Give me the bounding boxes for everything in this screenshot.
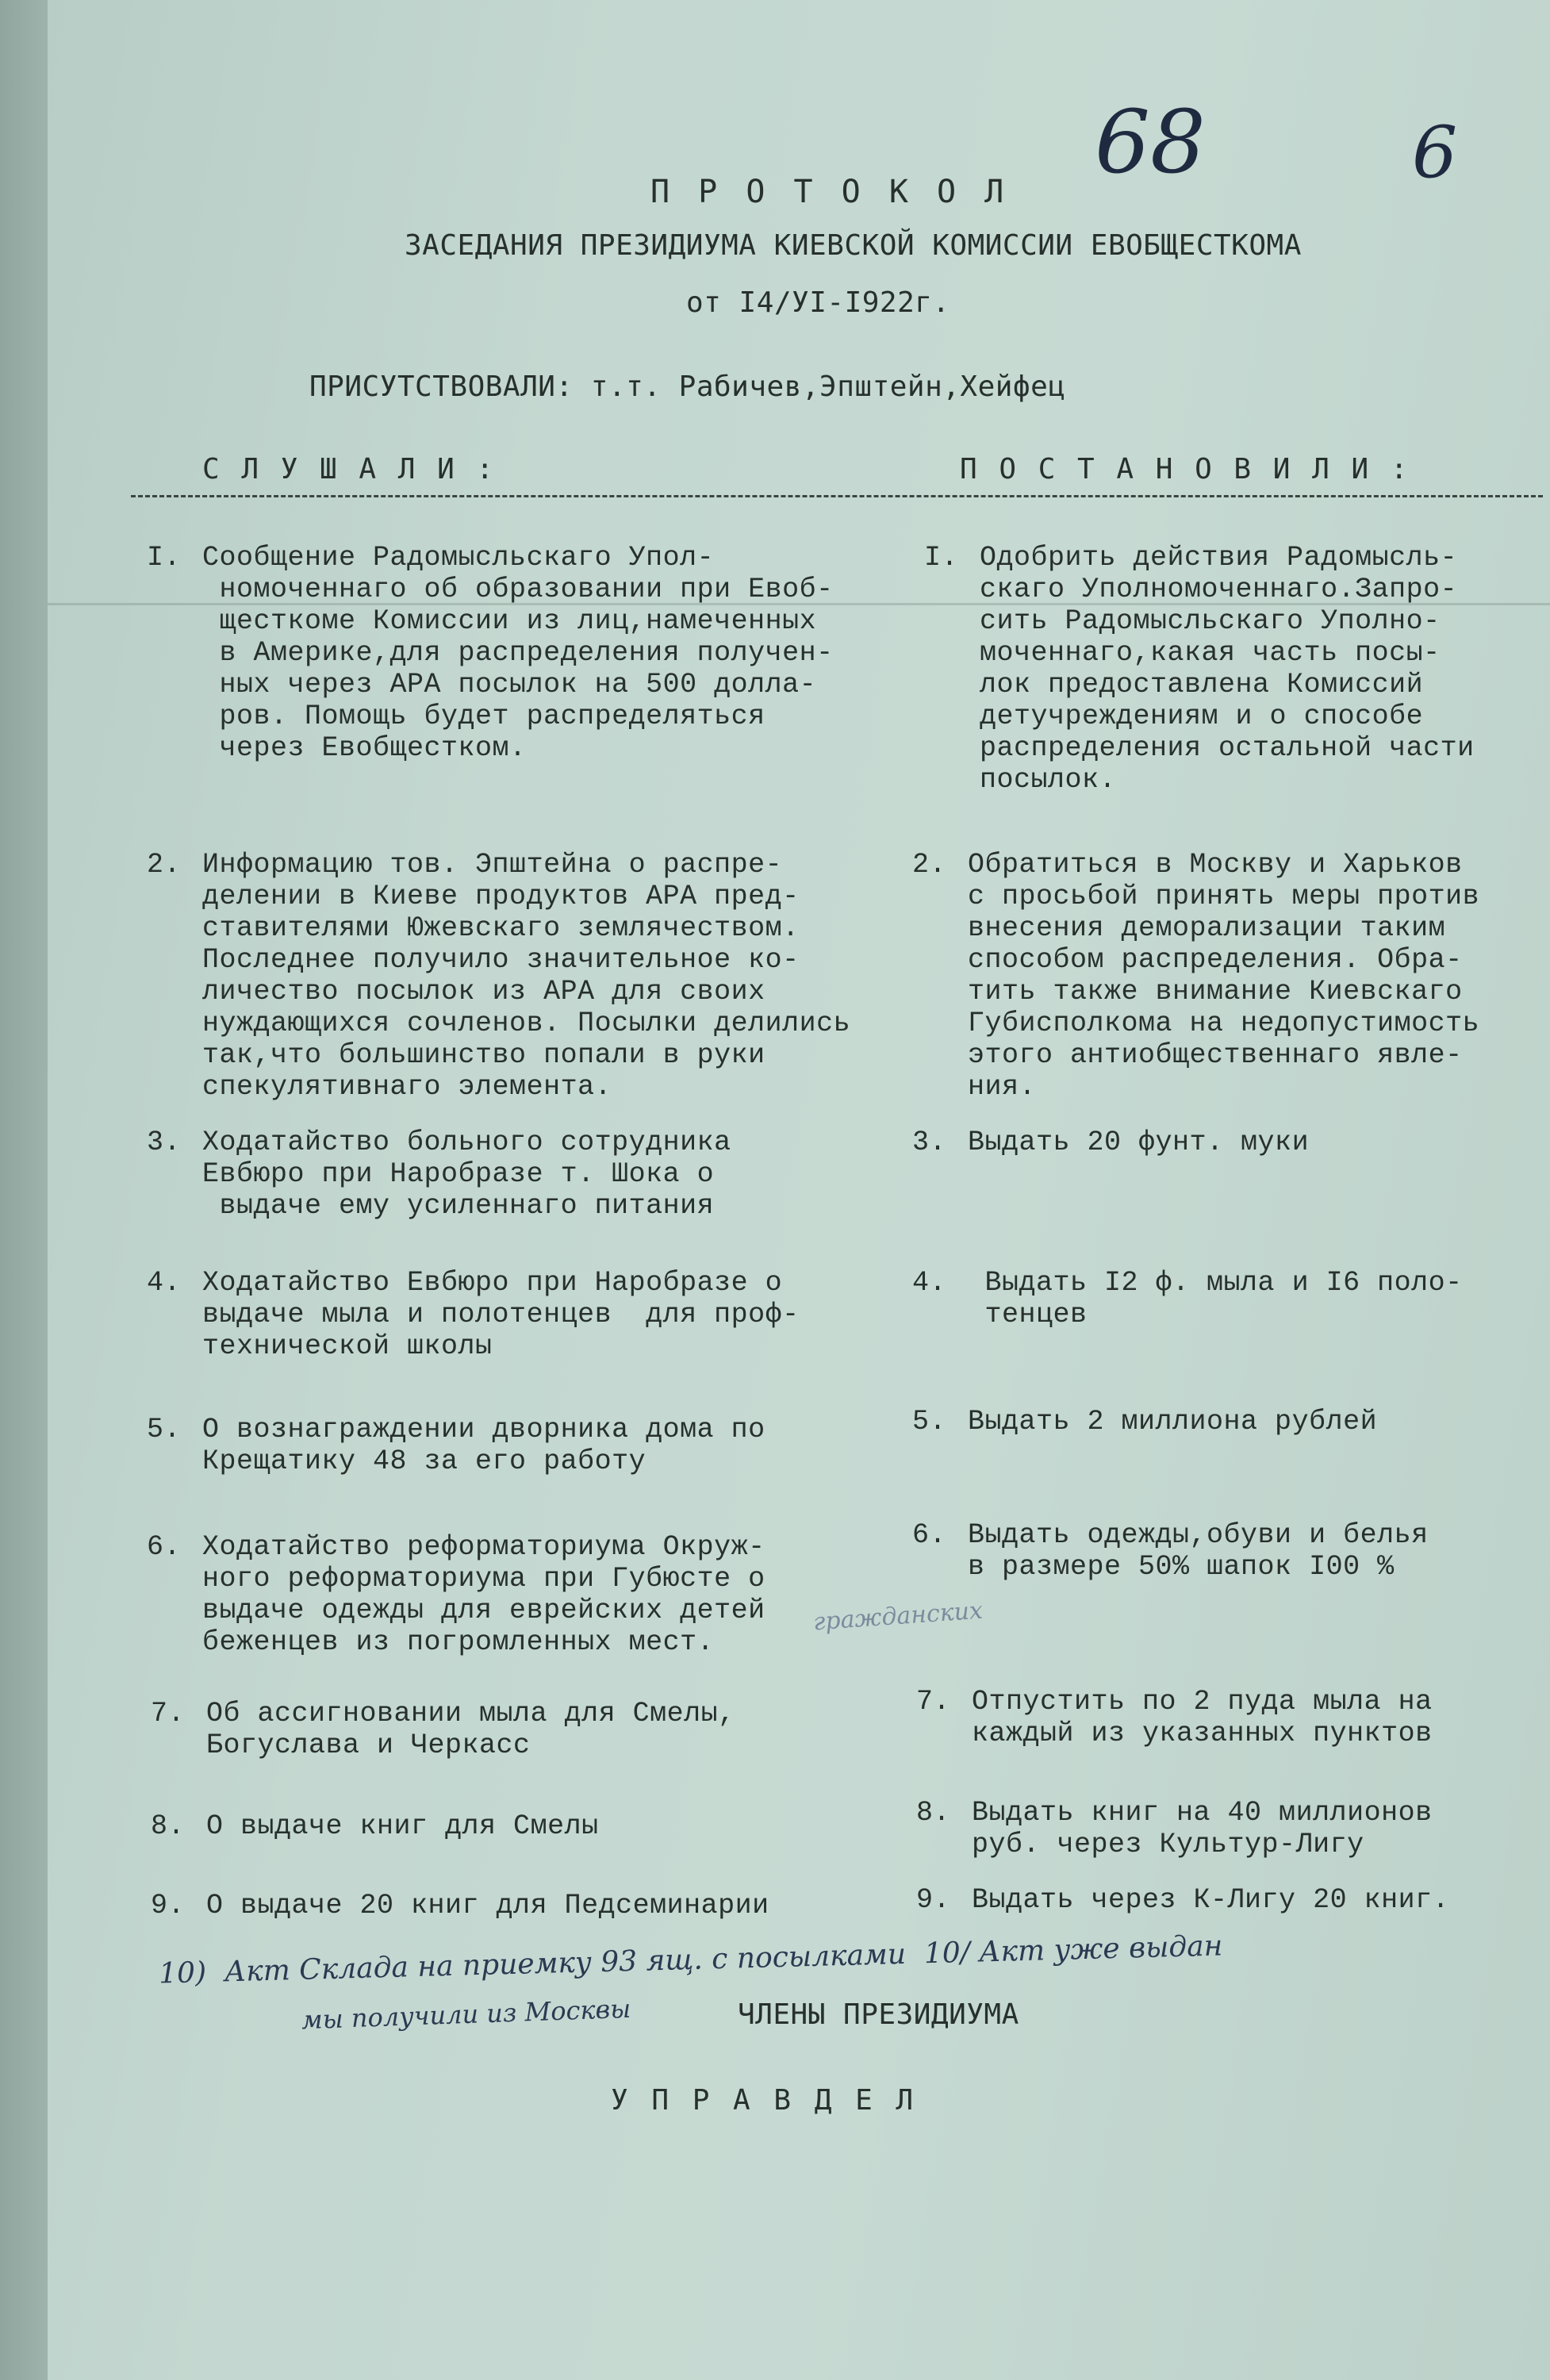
item-heard-text: Информацию тов. Эпштейна о распре- делении в Киеве продуктов АРА пред- ставителями Южевскаго землячеством. Последнее получило значительное ко- личество посылок из АРА для своих нуждающихся сочленов. Посылки делились так,что большинство попали в руки спекулятивнаго элемента. [202, 849, 851, 1103]
item-resolved-text: Выдать 20 фунт. муки [968, 1127, 1310, 1158]
item-number: 5. [147, 1414, 182, 1445]
item-heard-text: Ходатайство больного сотрудника Евбюро при Наробразе т. Шока о выдаче ему усиленнаго питания [202, 1127, 731, 1222]
item-number: 6. [147, 1531, 182, 1563]
item-resolved-number: 7. [916, 1686, 951, 1718]
item-number: 9. [151, 1890, 186, 1921]
item-resolved-number: 6. [912, 1519, 947, 1551]
handwritten-margin-note: гражданских [812, 1596, 984, 1637]
item-number: 3. [147, 1127, 182, 1158]
item-resolved-number: 9. [916, 1884, 951, 1916]
document-date: от I4/УI-I922г. [686, 286, 950, 319]
item-resolved-number: 4. [912, 1267, 947, 1299]
item-heard-text: Ходатайство Евбюро при Наробразе о выдаче мыла и полотенцев для проф- технической школы [202, 1267, 800, 1362]
item-heard-text: О выдаче книг для Смелы [206, 1810, 599, 1842]
item-number: I. [147, 542, 182, 574]
signature-secretary: У П Р А В Д Е Л [611, 2084, 917, 2117]
item-heard-text: О вознаграждении дворника дома по Крещатику 48 за его работу [202, 1414, 765, 1477]
item-resolved-text: Одобрить действия Радомысль- скаго Уполномоченнаго.Запро- сить Радомысльскаго Уполно- моченнаго,какая часть посы- лок предоставлена Комиссий детучреждениям и о способе распределения остальной части посылок. [980, 542, 1475, 796]
item-resolved-text: Выдать через К-Лигу 20 книг. [972, 1884, 1450, 1916]
item-number: 4. [147, 1267, 182, 1299]
item-resolved-number: 2. [912, 849, 947, 881]
item-resolved-text: Выдать I2 ф. мыла и I6 поло- тенцев [984, 1267, 1463, 1330]
item-heard-text: Об ассигновании мыла для Смелы, Богуслава и Черкасс [206, 1698, 735, 1761]
header-divider [131, 495, 1543, 497]
document-page [48, 0, 1550, 2380]
present-members: ПРИСУТСТВОВАЛИ: т.т. Рабичев,Эпштейн,Хейфец [309, 370, 1066, 403]
item-resolved-number: 3. [912, 1127, 947, 1158]
archive-number-center: 68 [1095, 91, 1206, 193]
document-subtitle: ЗАСЕДАНИЯ ПРЕЗИДИУМА КИЕВСКОЙ КОМИССИИ ЕВОБЩЕСТКОМА [405, 229, 1302, 262]
item-number: 2. [147, 849, 182, 881]
column-heading-resolved: П О С Т А Н О В И Л И : [960, 453, 1410, 486]
item-heard-text: Сообщение Радомысльскаго Упол- номоченнаго об образовании при Евоб- щесткоме Комиссии из лиц,намеченных в Америке,для распределения получен- ных через АРА посылок на 500 долла- ров. Помощь будет распределяться через Евобщестком. [202, 542, 834, 764]
item-resolved-number: 5. [912, 1406, 947, 1438]
item-resolved-text: Обратиться в Москву и Харьков с просьбой принять меры против внесения деморализации таким способом распределения. Обра- тить также внимание Киевскаго Губисполкома на недопустимость этого антиобщественнаго явле- ния. [968, 849, 1480, 1103]
signature-members: ЧЛЕНЫ ПРЕЗИДИУМА [738, 1998, 1019, 2031]
archive-number-right: 6 [1412, 111, 1458, 194]
item-resolved-text: Выдать книг на 40 миллионов руб. через Культур-Лигу [972, 1797, 1433, 1860]
item-resolved-number: I. [924, 542, 959, 574]
handwritten-item-10-line-2: мы получили из Москвы [301, 1993, 631, 2036]
item-resolved-text: Выдать 2 миллиона рублей [968, 1406, 1378, 1438]
document-title: П Р О Т О К О Л [650, 174, 1009, 210]
item-resolved-number: 8. [916, 1797, 951, 1829]
item-heard-text: Ходатайство реформаториума Окруж- ного реформаториума при Губюсте о выдаче одежды для еврейских детей беженцев из погромленных мест. [202, 1531, 765, 1658]
handwritten-item-10-line-1: 10) Акт Склада на приемку 93 ящ. с посылками 10/ Акт уже выдан [158, 1929, 1223, 1990]
item-number: 8. [151, 1810, 186, 1842]
item-heard-text: О выдаче 20 книг для Педсеминарии [206, 1890, 769, 1921]
item-resolved-text: Выдать одежды,обуви и белья в размере 50% шапок I00 % [968, 1519, 1429, 1583]
column-heading-heard: С Л У Ш А Л И : [202, 453, 497, 486]
item-number: 7. [151, 1698, 186, 1729]
item-resolved-text: Отпустить по 2 пуда мыла на каждый из указанных пунктов [972, 1686, 1433, 1749]
